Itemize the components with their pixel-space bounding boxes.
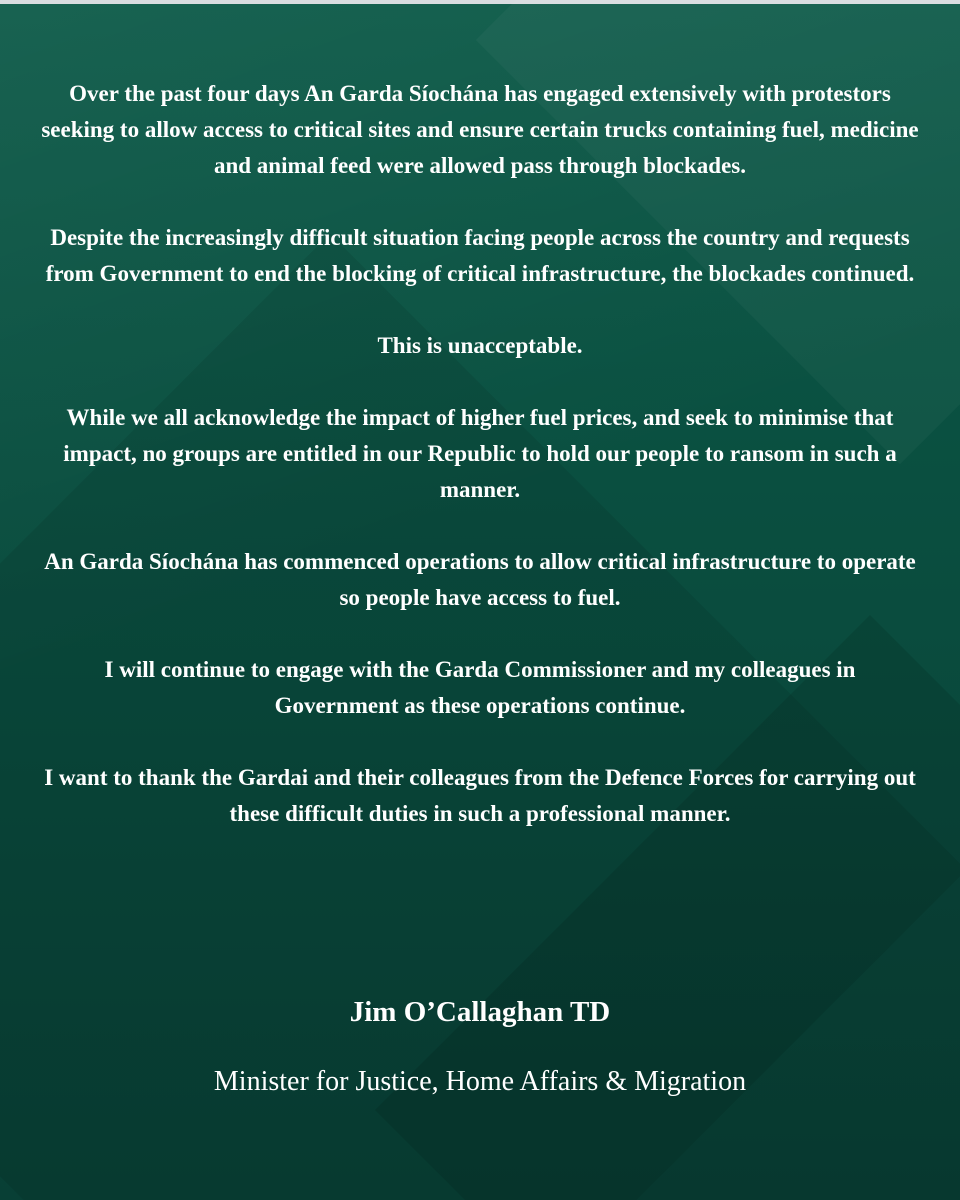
statement-paragraph: While we all acknowledge the impact of higher fuel prices, and seek to minimise that impact, no groups are entitled in our Republic to hold our people to ransom in such a manner. [63,405,897,502]
statement-paragraph: Despite the increasingly difficult situation facing people across the country and requests from Government to end the blocking of critical infrastructure, the blockades continued. [45,225,915,286]
statement-body [40,76,920,868]
statement-paragraph: Over the past four days An Garda Síochána has engaged extensively with protestors seeking to allow access to critical sites and ensure certain trucks containing fuel, medicine and animal feed were allowed pass through blockades. [41,81,919,178]
signatory-title: Minister for Justice, Home Affairs & Migration [213,1066,747,1097]
statement-paragraph: I want to thank the Gardai and their colleagues from the Defence Forces for carrying out these difficult duties in such a professional manner. [44,765,916,826]
statement-paragraph: An Garda Síochána has commenced operations to allow critical infrastructure to operate so people have access to fuel. [44,549,916,610]
signature-block [40,992,920,1102]
statement-paragraph: This is unacceptable. [377,333,583,358]
signatory-name: Jim O’Callaghan TD [349,996,611,1028]
top-border [0,0,960,4]
statement-paragraph: I will continue to engage with the Garda Commissioner and my colleagues in Government as these operations continue. [104,657,856,718]
